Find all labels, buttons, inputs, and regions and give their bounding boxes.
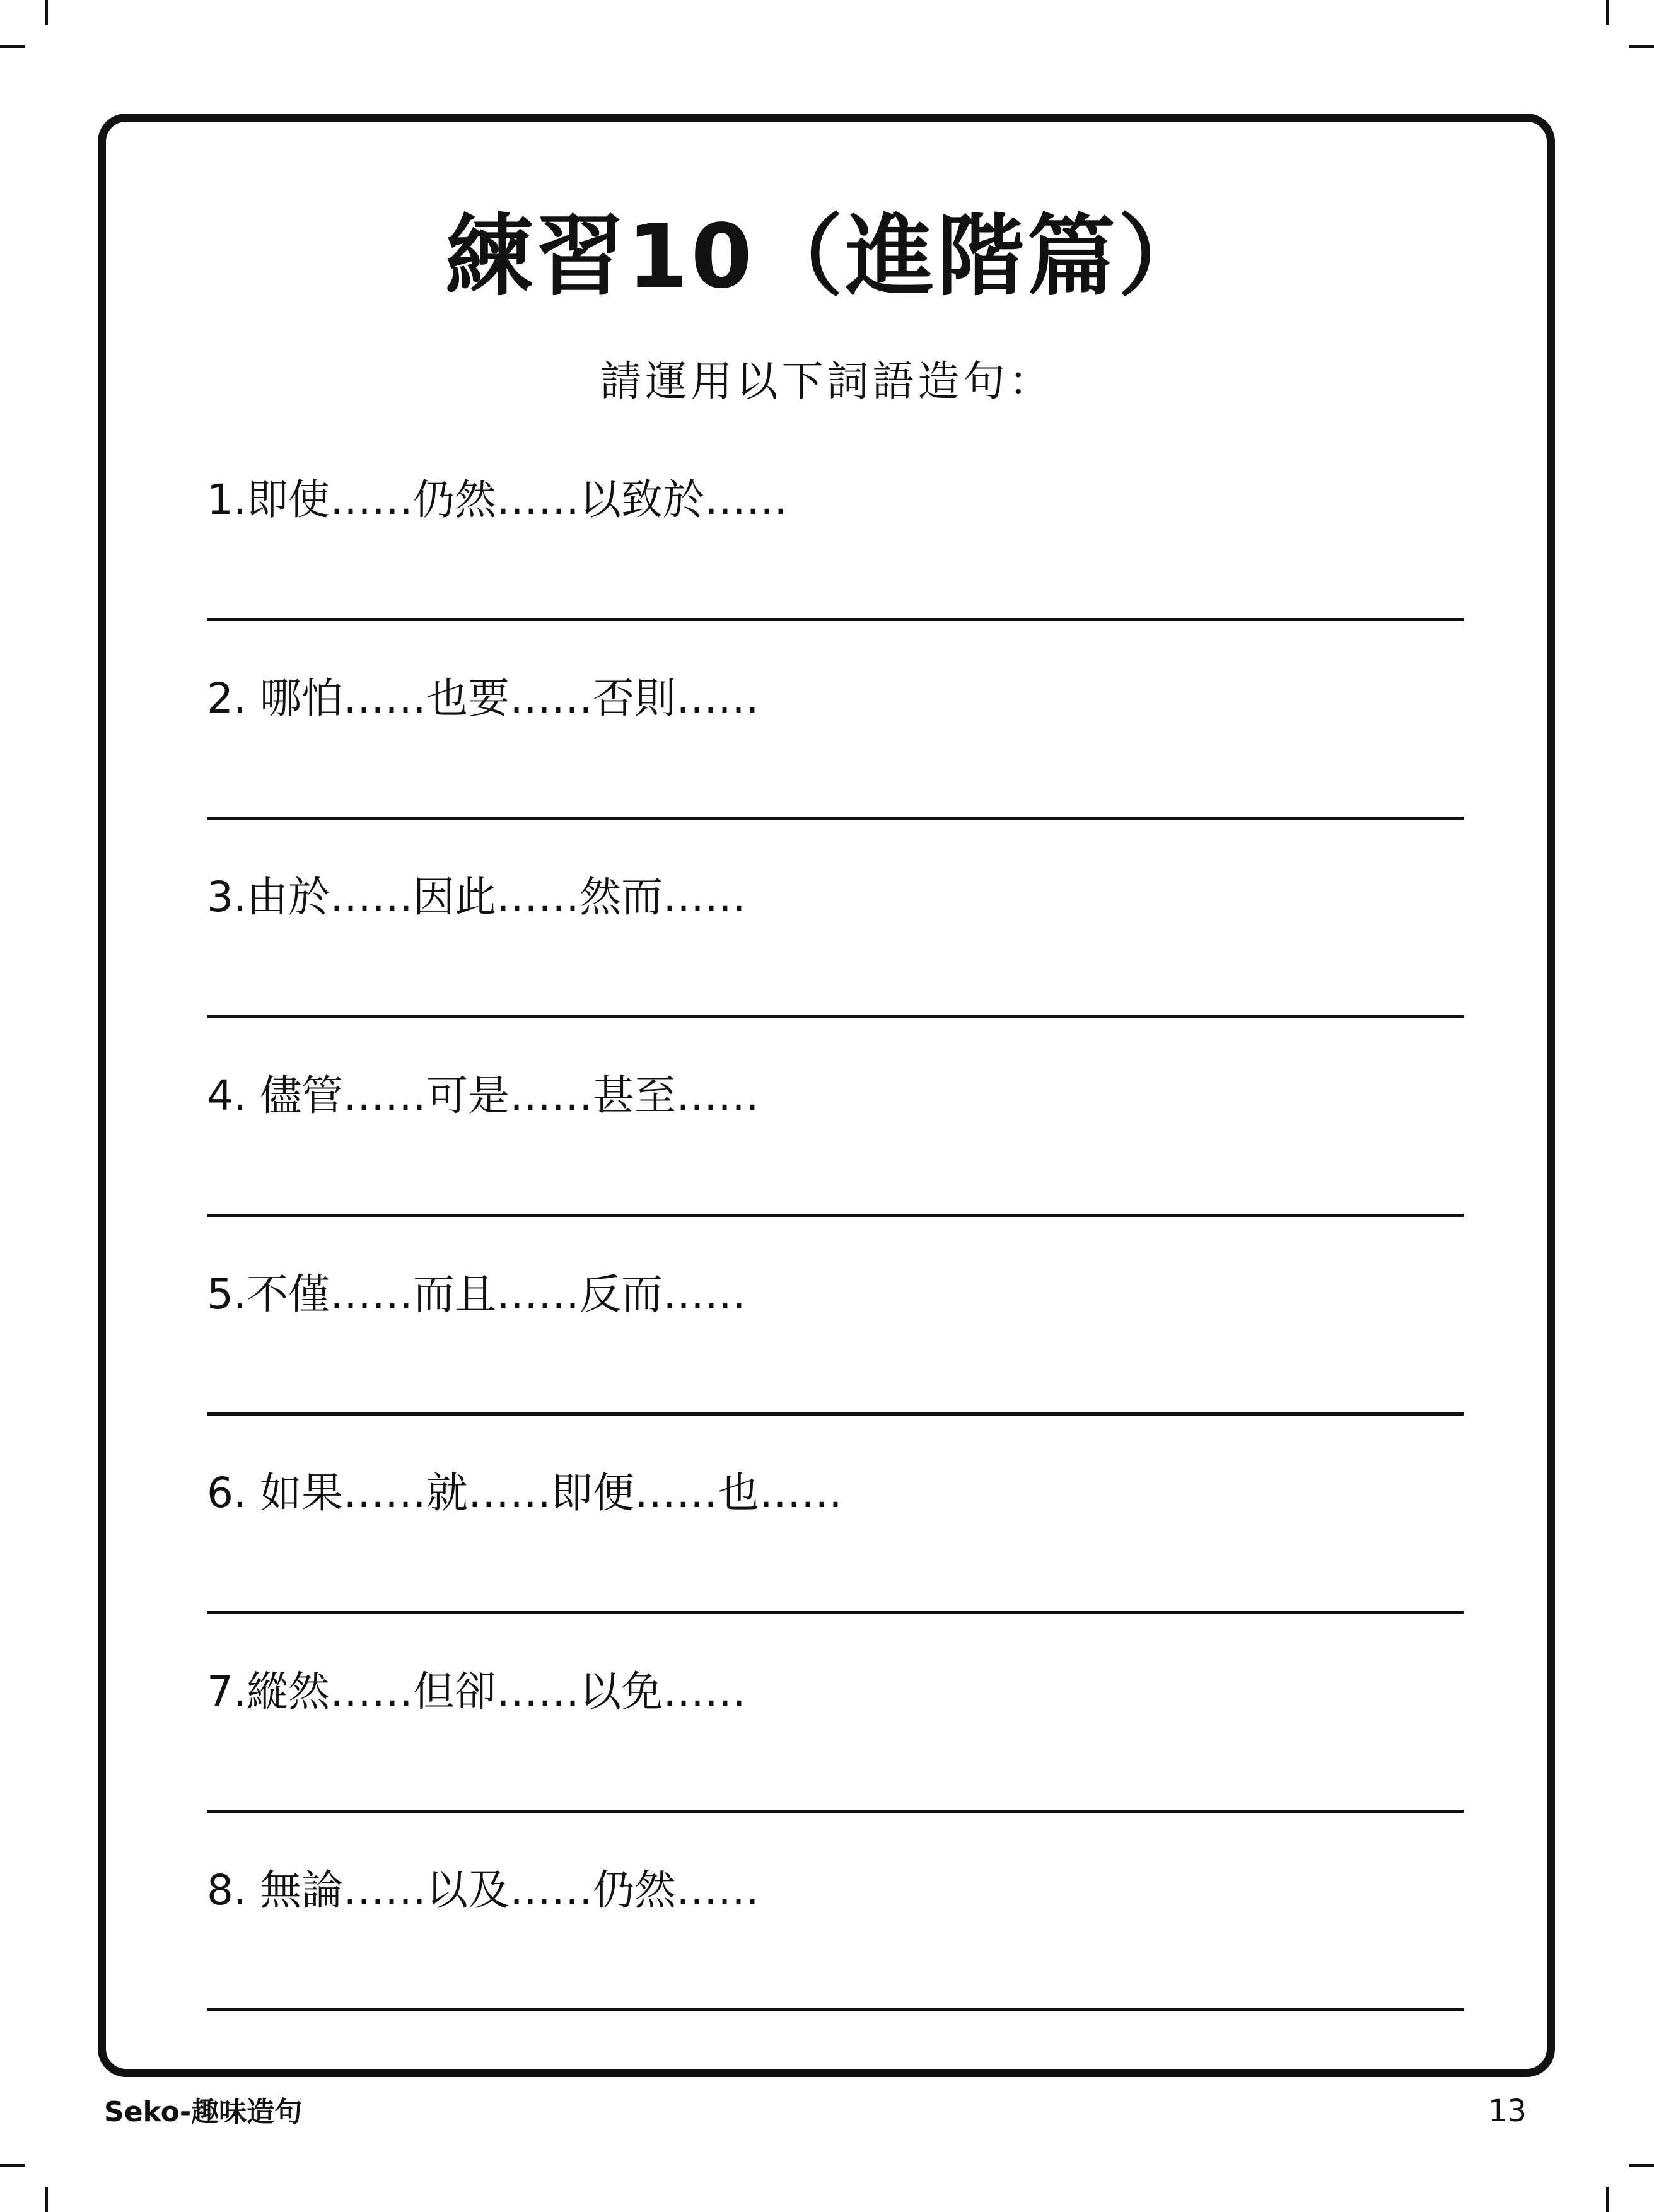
crop-mark-top-right-v <box>1606 0 1609 25</box>
page-number: 13 <box>1488 2093 1527 2129</box>
crop-mark-top-left-h <box>0 45 25 48</box>
crop-mark-top-right-h <box>1629 45 1654 48</box>
question-5-prompt: 5.不僅……而且……反而…… <box>207 1270 746 1318</box>
question-4-prompt: 4. 儘管……可是……甚至…… <box>207 1071 759 1120</box>
question-7-prompt: 7.縱然……但卻……以免…… <box>207 1667 746 1716</box>
question-7-answer-line[interactable] <box>207 1810 1464 1813</box>
question-1-answer-line[interactable] <box>207 618 1464 621</box>
question-4-answer-line[interactable] <box>207 1214 1464 1217</box>
question-2-prompt: 2. 哪怕……也要……否則…… <box>207 674 759 723</box>
crop-mark-top-left-v <box>45 0 48 25</box>
worksheet-instruction: 請運用以下詞語造句： <box>600 357 1054 405</box>
question-5-answer-line[interactable] <box>207 1412 1464 1416</box>
question-8-answer-line[interactable] <box>207 2008 1464 2011</box>
question-2-answer-line[interactable] <box>207 817 1464 820</box>
crop-mark-bottom-right-h <box>1629 2164 1654 2167</box>
footer-brand: Seko-趣味造句 <box>104 2096 303 2128</box>
question-6-prompt: 6. 如果……就……即便……也…… <box>207 1469 842 1517</box>
crop-mark-bottom-right-v <box>1606 2187 1609 2212</box>
question-3-prompt: 3.由於……因此……然而…… <box>207 873 746 921</box>
question-3-answer-line[interactable] <box>207 1015 1464 1018</box>
question-1-prompt: 1.即使……仍然……以致於…… <box>207 475 788 524</box>
question-6-answer-line[interactable] <box>207 1611 1464 1614</box>
crop-mark-bottom-left-v <box>45 2187 48 2212</box>
worksheet-title: 練習10（進階篇） <box>445 206 1209 308</box>
crop-mark-bottom-left-h <box>0 2164 25 2167</box>
question-8-prompt: 8. 無論……以及……仍然…… <box>207 1866 759 1914</box>
